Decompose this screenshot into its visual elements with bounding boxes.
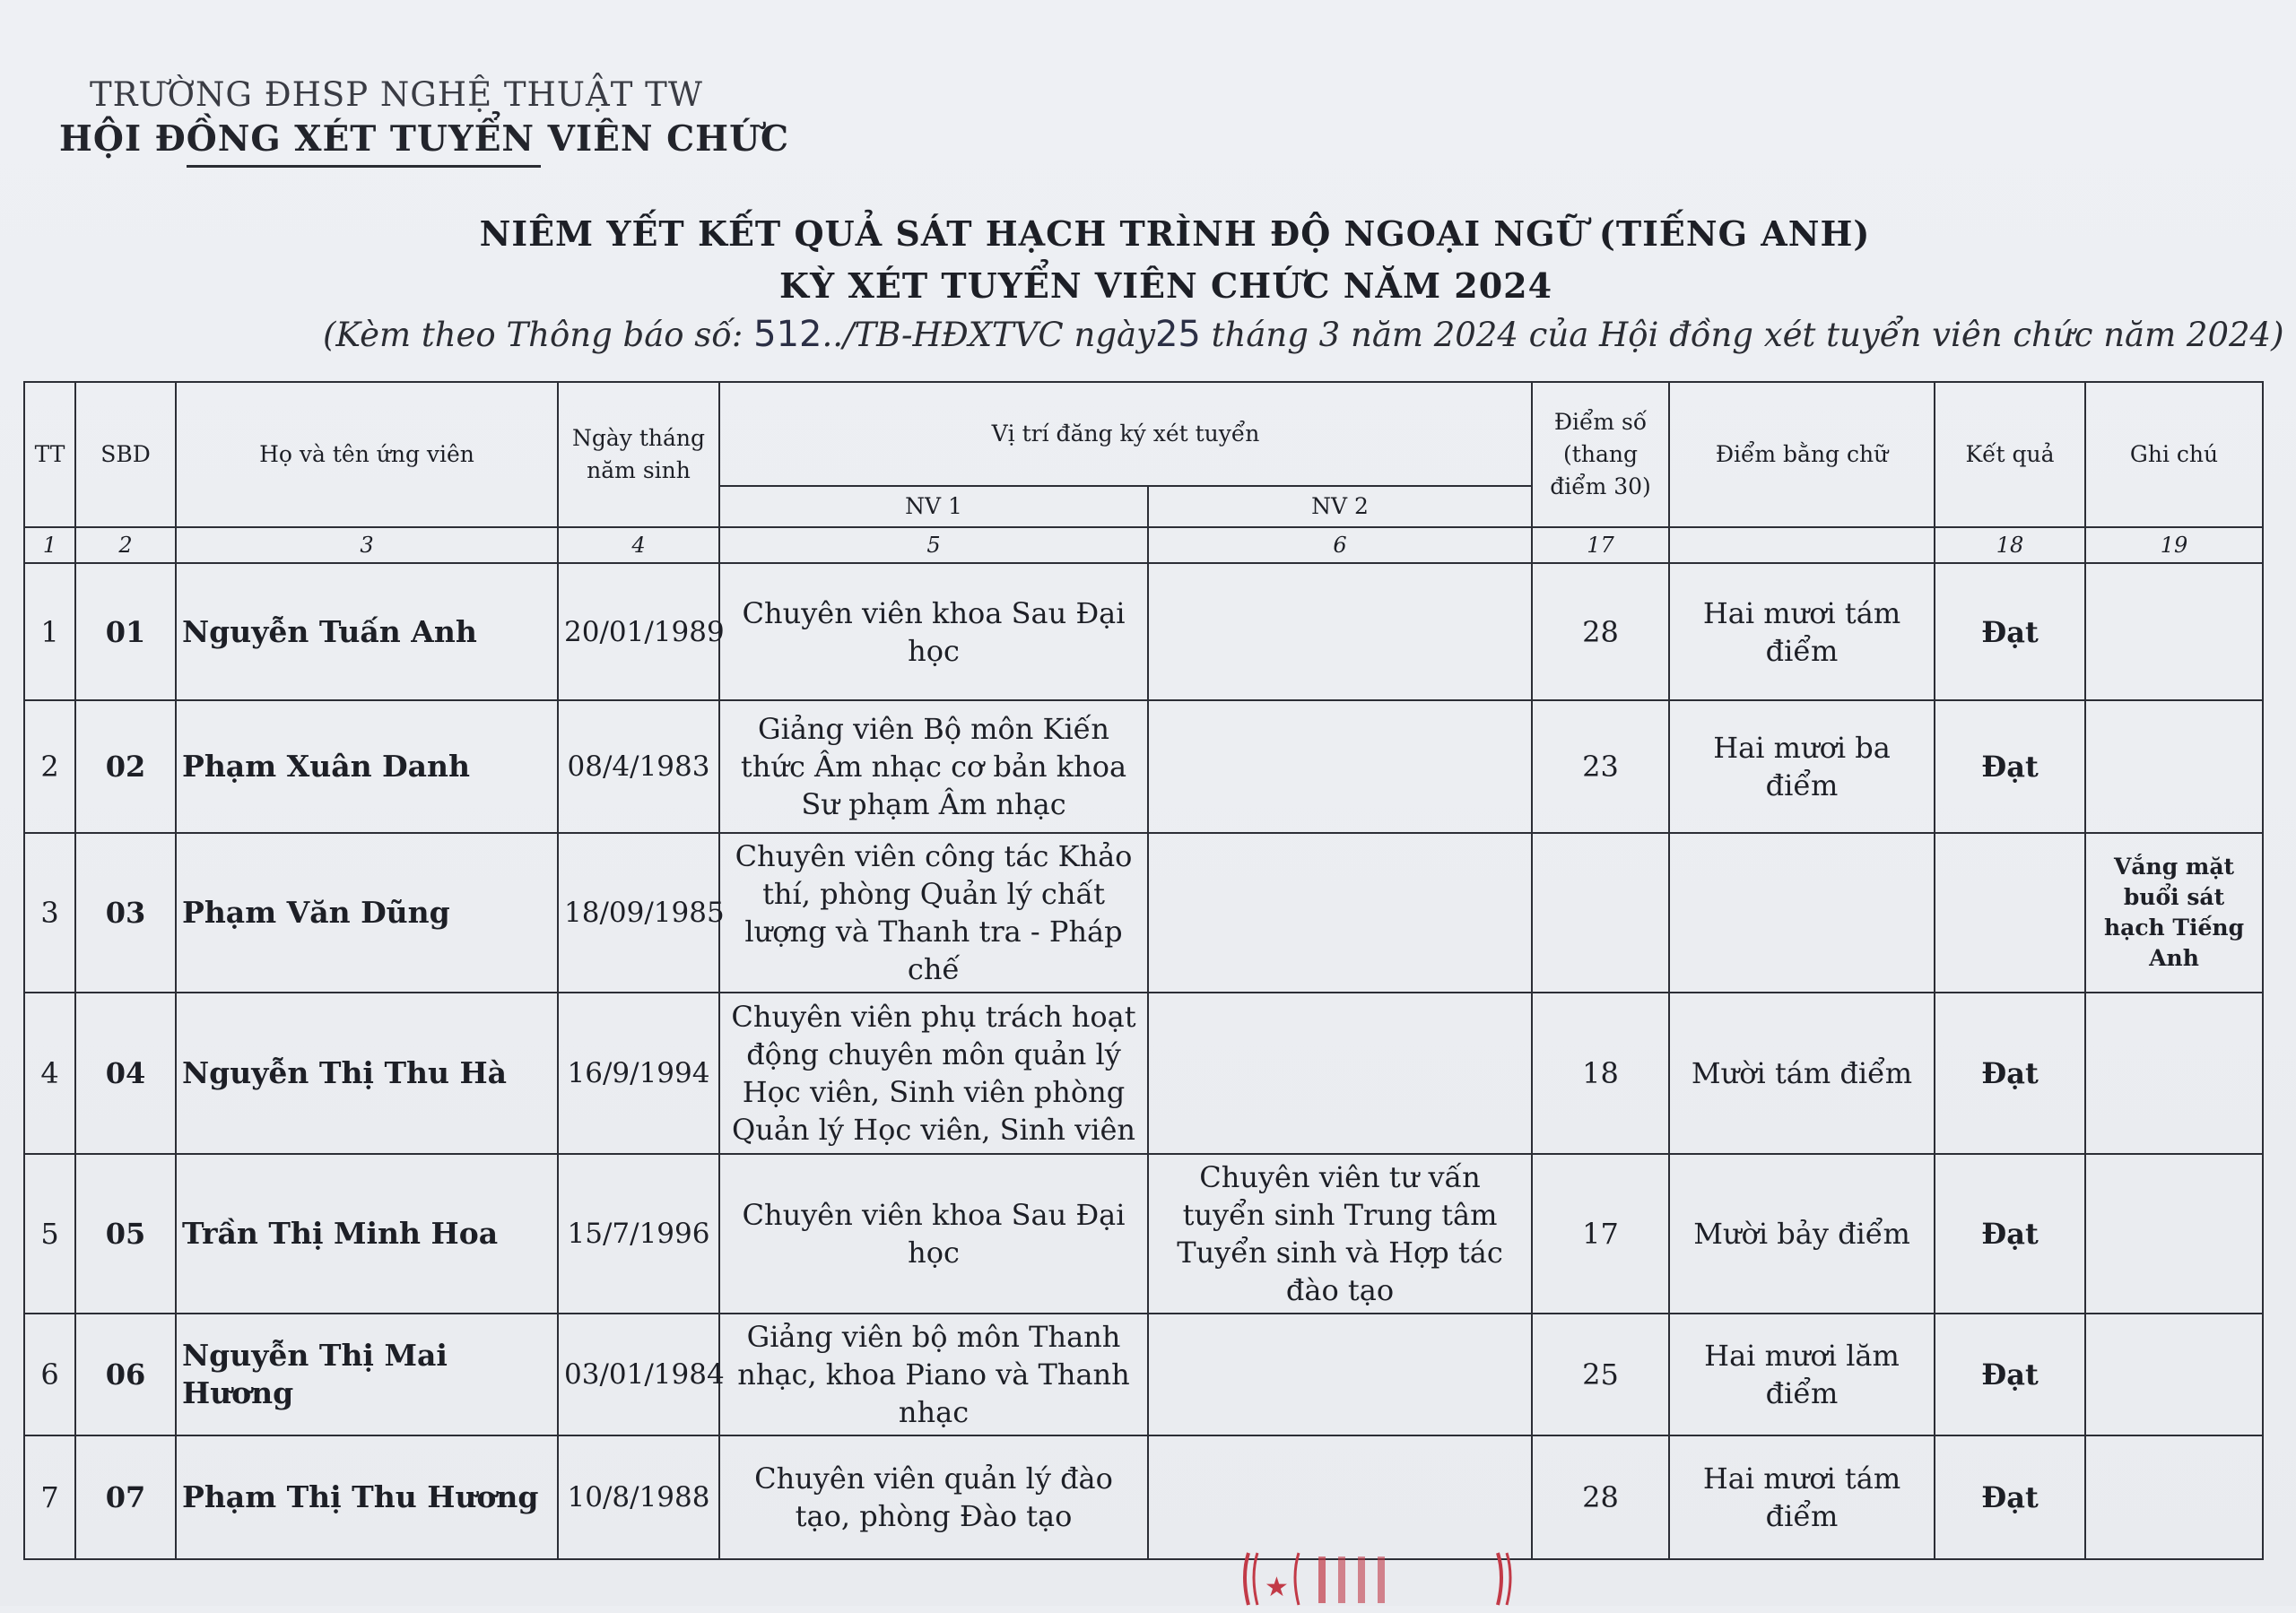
cell-name: Trần Thị Minh Hoa [176, 1154, 558, 1314]
council-name: HỘI ĐỒNG XÉT TUYỂN VIÊN CHỨC [59, 118, 790, 160]
cell-note [2085, 993, 2263, 1154]
header-nv2: NV 2 [1148, 486, 1532, 527]
cell-tt: 4 [24, 993, 75, 1154]
cell-note: Vắng mặt buổi sát hạch Tiếng Anh [2085, 833, 2263, 993]
cell-nv2 [1148, 833, 1532, 993]
cell-sbd: 03 [75, 833, 176, 993]
cell-result: Đạt [1935, 1154, 2085, 1314]
cell-nv1: Chuyên viên khoa Sau Đại học [719, 1154, 1148, 1314]
header-tt: TT [24, 382, 75, 527]
header-result: Kết quả [1935, 382, 2085, 527]
cell-note [2085, 1154, 2263, 1314]
seal-fragment-icon [1238, 1549, 1561, 1606]
index-cell [1669, 527, 1935, 563]
cell-tt: 7 [24, 1435, 75, 1559]
cell-score: 23 [1532, 700, 1669, 833]
cell-score: 28 [1532, 563, 1669, 700]
handwritten-number: 512 [753, 314, 822, 355]
cell-sbd: 01 [75, 563, 176, 700]
cell-name: Nguyễn Thị Mai Hương [176, 1314, 558, 1435]
svg-text:★: ★ [1265, 1572, 1289, 1603]
cell-nv1: Chuyên viên phụ trách hoạt động chuyên môn quản lý Học viên, Sinh viên phòng Quản lý Học viên, Sinh viên [719, 993, 1148, 1154]
cell-dob: 08/4/1983 [558, 700, 719, 833]
cell-dob: 15/7/1996 [558, 1154, 719, 1314]
index-cell: 5 [719, 527, 1148, 563]
cell-tt: 1 [24, 563, 75, 700]
cell-score-words: Hai mươi ba điểm [1669, 700, 1935, 833]
cell-score-words: Hai mươi tám điểm [1669, 1435, 1935, 1559]
cell-sbd: 02 [75, 700, 176, 833]
cell-tt: 5 [24, 1154, 75, 1314]
cell-nv1: Chuyên viên công tác Khảo thí, phòng Quản lý chất lượng và Thanh tra - Pháp chế [719, 833, 1148, 993]
header-position: Vị trí đăng ký xét tuyển [719, 382, 1532, 486]
reference-line [323, 314, 2284, 355]
cell-dob: 20/01/1989 [558, 563, 719, 700]
cell-dob: 03/01/1984 [558, 1314, 719, 1435]
index-cell: 3 [176, 527, 558, 563]
cell-sbd: 07 [75, 1435, 176, 1559]
table-row [24, 1435, 2263, 1559]
cell-nv2 [1148, 563, 1532, 700]
cell-dob: 16/9/1994 [558, 993, 719, 1154]
index-cell: 19 [2085, 527, 2263, 563]
cell-sbd: 04 [75, 993, 176, 1154]
cell-tt: 3 [24, 833, 75, 993]
index-cell: 6 [1148, 527, 1532, 563]
cell-nv2 [1148, 993, 1532, 1154]
table-row [24, 1154, 2263, 1314]
reference-prefix: (Kèm theo Thông báo số: [323, 316, 754, 354]
index-cell: 2 [75, 527, 176, 563]
cell-score-words [1669, 833, 1935, 993]
cell-nv1: Chuyên viên quản lý đào tạo, phòng Đào tạo [719, 1435, 1148, 1559]
cell-dob: 18/09/1985 [558, 833, 719, 993]
cell-nv1: Giảng viên bộ môn Thanh nhạc, khoa Piano và Thanh nhạc [719, 1314, 1148, 1435]
cell-dob: 10/8/1988 [558, 1435, 719, 1559]
cell-score-words: Mười tám điểm [1669, 993, 1935, 1154]
cell-tt: 2 [24, 700, 75, 833]
document-title: NIÊM YẾT KẾT QUẢ SÁT HẠCH TRÌNH ĐỘ NGOẠI NGỮ (TIẾNG ANH) [479, 213, 1871, 254]
cell-result: Đạt [1935, 993, 2085, 1154]
cell-name: Nguyễn Thị Thu Hà [176, 993, 558, 1154]
cell-result: Đạt [1935, 563, 2085, 700]
header-name: Họ và tên ứng viên [176, 382, 558, 527]
cell-result: Đạt [1935, 1314, 2085, 1435]
header-sbd: SBD [75, 382, 176, 527]
cell-score-words: Hai mươi lăm điểm [1669, 1314, 1935, 1435]
cell-score: 17 [1532, 1154, 1669, 1314]
cell-name: Phạm Thị Thu Hương [176, 1435, 558, 1559]
index-cell: 1 [24, 527, 75, 563]
cell-note [2085, 1314, 2263, 1435]
cell-sbd: 05 [75, 1154, 176, 1314]
red-seal-stamp [1238, 1549, 1561, 1606]
cell-nv1: Chuyên viên khoa Sau Đại học [719, 563, 1148, 700]
cell-nv2 [1148, 700, 1532, 833]
cell-sbd: 06 [75, 1314, 176, 1435]
cell-result: Đạt [1935, 700, 2085, 833]
cell-tt: 6 [24, 1314, 75, 1435]
index-cell: 17 [1532, 527, 1669, 563]
cell-score [1532, 833, 1669, 993]
reference-middle: ../TB-HĐXTVC ngày [822, 316, 1155, 354]
cell-result [1935, 833, 2085, 993]
header-score: Điểm số (thang điểm 30) [1532, 382, 1669, 527]
cell-name: Phạm Xuân Danh [176, 700, 558, 833]
document-subtitle: KỲ XÉT TUYỂN VIÊN CHỨC NĂM 2024 [778, 265, 1553, 306]
cell-nv2: Chuyên viên tư vấn tuyển sinh Trung tâm Tuyển sinh và Hợp tác đào tạo [1148, 1154, 1532, 1314]
cell-score-words: Hai mươi tám điểm [1669, 563, 1935, 700]
cell-note [2085, 563, 2263, 700]
cell-nv2 [1148, 1435, 1532, 1559]
header-score-words: Điểm bằng chữ [1669, 382, 1935, 527]
cell-score: 28 [1532, 1435, 1669, 1559]
table-row [24, 700, 2263, 833]
cell-nv1: Giảng viên Bộ môn Kiến thức Âm nhạc cơ bản khoa Sư phạm Âm nhạc [719, 700, 1148, 833]
results-table [23, 381, 2264, 1560]
cell-score-words: Mười bảy điểm [1669, 1154, 1935, 1314]
header-note: Ghi chú [2085, 382, 2263, 527]
cell-name: Nguyễn Tuấn Anh [176, 563, 558, 700]
cell-note [2085, 1435, 2263, 1559]
index-cell: 4 [558, 527, 719, 563]
table-row [24, 1314, 2263, 1435]
header-dob: Ngày tháng năm sinh [558, 382, 719, 527]
table-row [24, 563, 2263, 700]
table-row [24, 993, 2263, 1154]
cell-score: 18 [1532, 993, 1669, 1154]
header-nv1: NV 1 [719, 486, 1148, 527]
cell-name: Phạm Văn Dũng [176, 833, 558, 993]
reference-suffix: tháng 3 năm 2024 của Hội đồng xét tuyển viên chức năm 2024) [1200, 316, 2284, 354]
index-cell: 18 [1935, 527, 2085, 563]
cell-note [2085, 700, 2263, 833]
handwritten-day: 25 [1154, 314, 1201, 355]
cell-result: Đạt [1935, 1435, 2085, 1559]
cell-score: 25 [1532, 1314, 1669, 1435]
cell-nv2 [1148, 1314, 1532, 1435]
table-row [24, 833, 2263, 993]
organization-name: TRƯỜNG ĐHSP NGHỆ THUẬT TW [90, 75, 703, 114]
header-underline [187, 165, 541, 168]
